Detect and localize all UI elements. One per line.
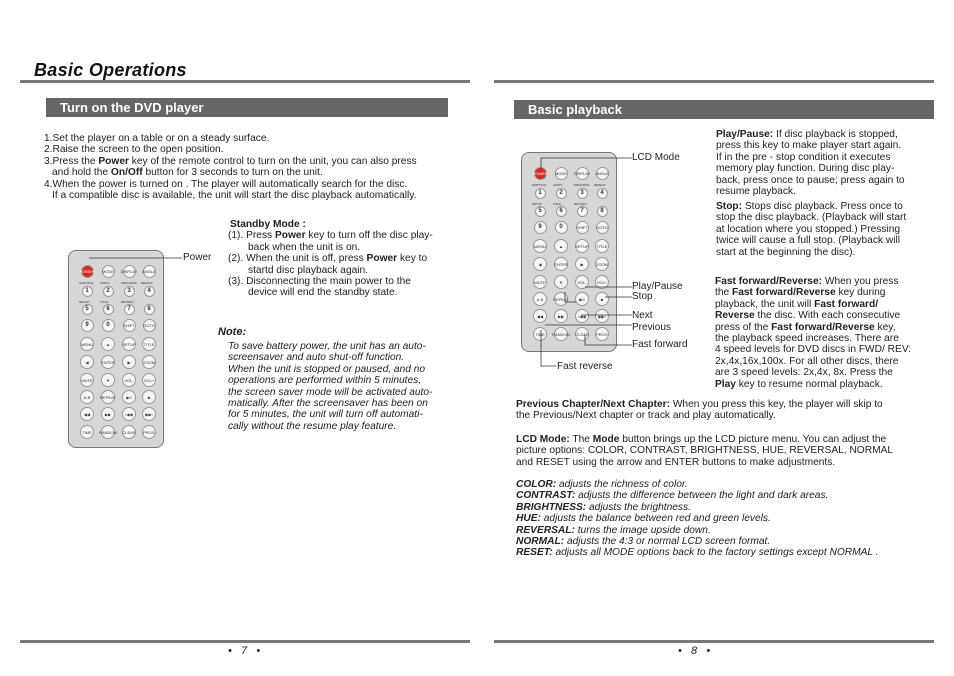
remote-button: REPEAT [554,292,568,306]
section-bar-turn-on: Turn on the DVD player [46,98,448,117]
remote-button: ◀◀ [533,309,547,323]
remote-key-label: PROGRAM [121,281,137,285]
remote-key-label: SUBTITLE [532,183,547,187]
remote-button: TIME [80,425,94,439]
remote-button: MUTE [80,373,94,387]
page-title: Basic Operations [34,60,187,80]
remote-button: 0 [102,319,115,332]
remote-button: MODE [555,167,568,180]
remote-button: ◀ [533,257,547,271]
remote-button: SHIFT [576,221,589,234]
remote-button: ENTER [554,257,568,271]
remote-key-label: REPEAT [594,183,606,187]
remote-key-label: TITLE [100,300,109,304]
remote-button: ◀◀ [80,407,94,421]
remote-key-label: SETUP [532,202,543,206]
remote-button: MENU [80,337,94,351]
remote-power-button: POWER [81,265,94,278]
remote-button: REPEAT [101,390,115,404]
remote-key-label: SUBTITLE [79,281,94,285]
remote-button: SHIFT [123,319,136,332]
remote-button: ▲ [554,239,568,253]
remote-button: ▶II [122,390,136,404]
remote-button: SETUP [575,239,589,253]
remote-button: 7 [577,206,588,217]
remote-button: 4 [144,286,155,297]
remote-button: A-B [533,292,547,306]
remote-button: 1 [535,188,546,199]
remote-key-label: PROGRAM [574,183,590,187]
remote-button: ▶II [575,292,589,306]
remote-key-label: RETURN [121,300,134,304]
play-pause-desc: Play/Pause: If disc playback is stopped, press this key to make player start again. If in the pre - stop condition it executes memory play function. During disc play- back, press once to pause; press again to resume playback. [716,129,905,198]
prev-next-desc: Previous Chapter/Next Chapter: When you press this key, the player will skip to the Previous/Next chapter or track and play automatically. [516,399,883,422]
remote-button: GOTO [143,319,156,332]
remote-button: 7 [124,304,135,315]
remote-button: 6 [103,304,114,315]
remote-button: ■ [142,390,156,404]
option-hue: HUE: adjusts the balance between red and green levels. [516,513,771,525]
callout-fast-forward: Fast forward [632,339,688,350]
option-brightness: BRIGHTNESS: adjusts the brightness. [516,501,691,513]
option-reversal: REVERSAL: turns the image upside down. [516,524,711,536]
remote-button: 8 [144,304,155,315]
remote-button: A-B [80,390,94,404]
remote-button: ■ [595,292,609,306]
standby-item-2-cont: startd disc playback again. [248,264,369,276]
remote-button: 8 [597,206,608,217]
remote-key-label: RETURN [574,202,587,206]
remote-button: ANGLE [143,265,156,278]
remote-button: ▶▶ [554,309,568,323]
remote-button: ▶ [122,355,136,369]
option-reset: RESET: adjusts all MODE options back to the factory settings except NORMAL . [516,547,879,559]
option-normal: NORMAL: adjusts the 4:3 or normal LCD screen format. [516,536,771,548]
remote-key-label: SETUP [79,300,90,304]
remote-button: 1 [82,286,93,297]
remote-button: ◀ [80,355,94,369]
remote-button: ▶ [575,257,589,271]
remote-button: 5 [82,304,93,315]
stop-desc: Stop: Stops disc playback. Press once to stop the disc playback. (Playback will start at location where you stopped.) Pressing twice will cause a full stop. (Playback will start at the beginning the disc). [716,201,907,258]
remote-button: ANGLE [596,167,609,180]
remote-key-label: REPEAT [141,281,153,285]
remote-button: I◀◀ [122,407,136,421]
standby-item-1-cont: back when the unit is on. [248,241,361,253]
remote-button: ▼ [554,275,568,289]
remote-button: PROG [595,327,609,341]
callout-lcd-mode: LCD Mode [632,152,680,163]
page-number-right: • 8 • [678,645,711,657]
remote-button: TIME [533,327,547,341]
remote-button: ZOOM [595,257,609,271]
remote-button: MODE [102,265,115,278]
remote-button: ▶▶ [101,407,115,421]
remote-button: ▲ [101,337,115,351]
remote-button: MUTE [533,275,547,289]
power-callout-label: Power [183,252,212,263]
remote-button: PROG [142,425,156,439]
remote-button: I◀◀ [575,309,589,323]
callout-stop: Stop [632,291,653,302]
remote-button: 9 [534,221,547,234]
remote-button: 6 [556,206,567,217]
remote-button: ▼ [101,373,115,387]
fast-forward-reverse-desc: Fast forward/Reverse: When you press the Fast forward/Reverse key during playback, the unit will Fast forward/ Reverse the disc. With each consecutive press of the Fast forward/Reverse key, the playback speed increases. There are 4 speed levels for DVD discs in FWD/ REV: 2x,4x,16x,100x. For all other discs, there are 3 speed levels: 2x,4x, 8x. Press the Play key to resume normal playback. [715,276,912,390]
remote-button: 2 [556,188,567,199]
callout-play-pause: Play/Pause [632,281,683,292]
step-4-cont: If a compatible disc is available, the unit will start the disc playback automatically. [52,190,417,202]
step-2: 2.Raise the screen to the open position. [44,144,224,156]
bottom-rule-right [494,640,934,643]
standby-title: Standby Mode : [230,219,306,230]
remote-button: 2 [103,286,114,297]
remote-button: VOL- [122,373,136,387]
remote-power-button: POWER [534,167,547,180]
remote-button: 3 [124,286,135,297]
step-3: 3.Press the Power key of the remote control to turn on the unit, you can also press [44,155,417,167]
note-body: To save battery power, the unit has an auto- screensaver and auto shut-off function. When the unit is stopped or paused, and no operations are performed within 5 minutes, the screen saver mode will be activated auto- matically. After the screensaver has been on for 5 minutes, the unit will turn off automati- cally without the resume play feature. [228,341,433,432]
remote-button: ZOOM [142,355,156,369]
step-3-cont: and hold the On/Off button for 3 seconds to turn on the unit. [52,167,323,179]
remote-key-label: AUDIO [100,281,110,285]
remote-button: VOL- [575,275,589,289]
remote-button: 4 [597,188,608,199]
remote-button: 9 [81,319,94,332]
note-title: Note: [218,326,247,338]
remote-button: RANDOM [554,327,568,341]
remote-button: TITLE [142,337,156,351]
section-bar-basic-playback: Basic playback [514,100,934,119]
option-contrast: CONTRAST: adjusts the difference between the light and dark areas. [516,490,829,502]
callout-fast-reverse: Fast reverse [557,361,613,372]
standby-item-3: (3). Disconnecting the main power to the [228,276,411,288]
standby-item-1: (1). Press Power key to turn off the disc play- [228,230,433,242]
lcd-mode-desc: LCD Mode: The Mode button brings up the LCD picture menu. You can adjust the picture options: COLOR, CONTRAST, BRIGHTNESS, HUE, REVERSAL, NORMAL and RESET using the arrow and ENTER buttons to make adjustments. [516,434,894,468]
remote-button: 5 [535,206,546,217]
lcd-options-list [516,479,936,559]
remote-button: CLEAR [575,327,589,341]
remote-button: SETUP [122,337,136,351]
remote-button: ▶▶I [595,309,609,323]
remote-button: TITLE [595,239,609,253]
remote-key-label: TITLE [553,202,562,206]
remote-button: 0 [555,221,568,234]
callout-next: Next [632,310,653,321]
remote-button: GOTO [596,221,609,234]
remote-button: RANDOM [101,425,115,439]
remote-button: ▶▶I [142,407,156,421]
callout-previous: Previous [632,322,671,333]
standby-item-3-cont: device will end the standby state. [248,287,398,299]
remote-button: 3 [577,188,588,199]
remote-button: VOL+ [595,275,609,289]
step-1: 1.Set the player on a table or on a steady surface. [44,133,270,144]
remote-button: MENU [533,239,547,253]
bottom-rule-left [20,640,470,643]
remote-button: CLEAR [122,425,136,439]
remote-button: VOL+ [142,373,156,387]
remote-button: DISPLAY [123,265,136,278]
step-4: 4.When the power is turned on . The player will automatically search for the disc. [44,178,408,190]
remote-key-label: AUDIO [553,183,563,187]
standby-item-2: (2). When the unit is off, press Power key to [228,253,428,265]
remote-button: ENTER [101,355,115,369]
remote-button: DISPLAY [576,167,589,180]
option-color: COLOR: adjusts the richness of color. [516,479,688,490]
page-number-left: • 7 • [228,645,261,657]
